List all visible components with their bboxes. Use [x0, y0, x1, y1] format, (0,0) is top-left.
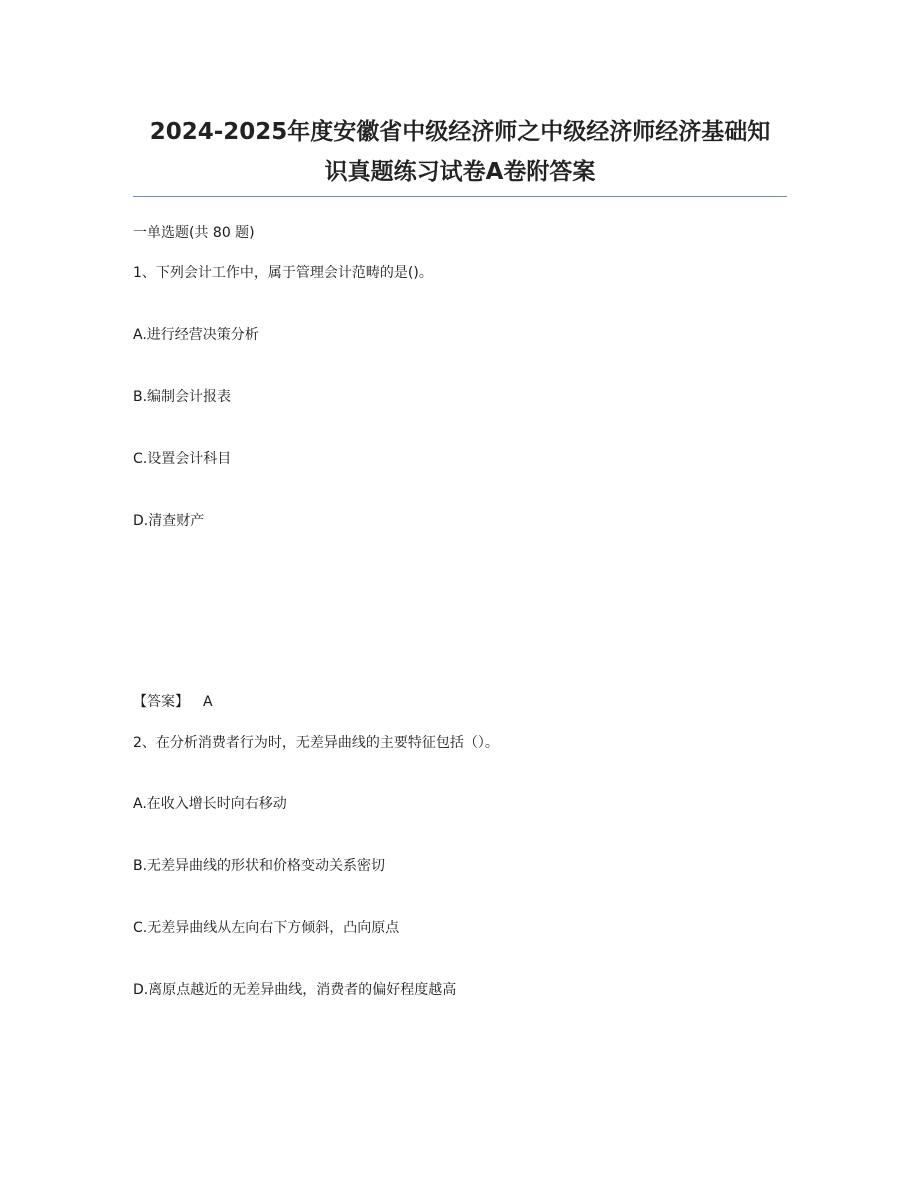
answer-value: A: [203, 694, 213, 710]
question-1-stem: 1、下列会计工作中，属于管理会计范畴的是()。: [133, 265, 433, 281]
question-2-option-d: D.离原点越近的无差异曲线，消费者的偏好程度越高: [133, 982, 457, 998]
question-2-option-a: A.在收入增长时向右移动: [133, 796, 287, 812]
question-1-answer: [133, 692, 213, 712]
document-title: [100, 112, 820, 192]
title-line-1: 2024-2025年度安徽省中级经济师之中级经济师经济基础知: [149, 119, 771, 145]
question-1-option-d: D.清查财产: [133, 513, 205, 529]
title-divider: [133, 196, 787, 197]
question-2-option-c: C.无差异曲线从左向右下方倾斜，凸向原点: [133, 920, 400, 936]
answer-label: 【答案】: [133, 694, 189, 710]
title-line-2: 识真题练习试卷A卷附答案: [324, 159, 596, 185]
section-heading: 一单选题(共 80 题): [133, 225, 255, 241]
question-2-stem: 2、在分析消费者行为时，无差异曲线的主要特征包括（）。: [133, 735, 499, 751]
question-2-option-b: B.无差异曲线的形状和价格变动关系密切: [133, 858, 386, 874]
question-1-option-b: B.编制会计报表: [133, 389, 232, 405]
question-1-option-a: A.进行经营决策分析: [133, 327, 259, 343]
question-1-option-c: C.设置会计科目: [133, 451, 232, 467]
